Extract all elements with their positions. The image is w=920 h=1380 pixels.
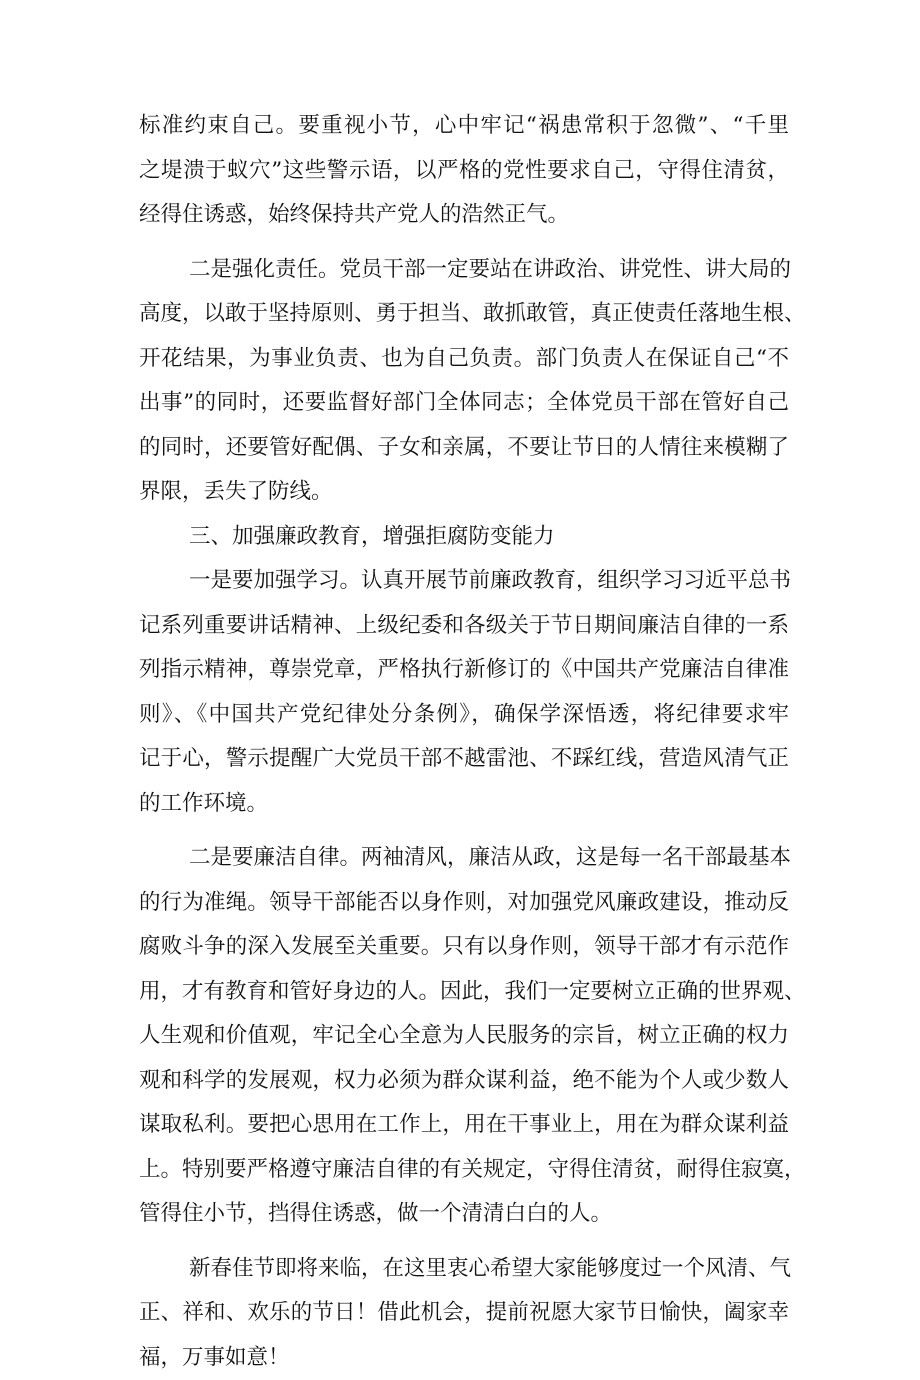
text-line: 记系列重要讲话精神、上级纪委和各级关于节日期间廉洁自律的一系 — [139, 604, 789, 649]
paragraph — [139, 1247, 789, 1380]
document-body — [139, 104, 789, 1380]
paragraph — [139, 248, 789, 515]
text-line: 用，才有教育和管好身边的人。因此，我们一定要树立正确的世界观、 — [139, 970, 789, 1015]
text-line: 观和科学的发展观，权力必须为群众谋利益，绝不能为个人或少数人 — [139, 1059, 789, 1104]
text-line: 人生观和价值观，牢记全心全意为人民服务的宗旨，树立正确的权力 — [139, 1014, 789, 1059]
paragraph — [139, 559, 789, 826]
section-heading — [139, 515, 789, 560]
text-line: 高度，以敢于坚持原则、勇于担当、敢抓敢管，真正使责任落地生根、 — [139, 292, 789, 337]
text-line: 腐败斗争的深入发展至关重要。只有以身作则，领导干部才有示范作 — [139, 925, 789, 970]
text-line: 福，万事如意！ — [139, 1336, 789, 1380]
text-line: 界限，丢失了防线。 — [139, 470, 789, 515]
text-line: 的同时，还要管好配偶、子女和亲属，不要让节日的人情往来模糊了 — [139, 426, 789, 471]
text-line: 上。特别要严格遵守廉洁自律的有关规定，守得住清贫，耐得住寂寞， — [139, 1148, 789, 1193]
text-line: 则》、《中国共产党纪律处分条例》，确保学深悟透，将纪律要求牢 — [139, 693, 789, 738]
text-line: 管得住小节，挡得住诱惑，做一个清清白白的人。 — [139, 1192, 789, 1237]
text-line: 二是强化责任。党员干部一定要站在讲政治、讲党性、讲大局的 — [139, 248, 789, 293]
text-line: 正、祥和、欢乐的节日！借此机会，提前祝愿大家节日愉快，阖家幸 — [139, 1291, 789, 1336]
text-line: 谋取私利。要把心思用在工作上，用在干事业上，用在为群众谋利益 — [139, 1103, 789, 1148]
text-line: 出事”的同时，还要监督好部门全体同志；全体党员干部在管好自己 — [139, 381, 789, 426]
text-line: 的工作环境。 — [139, 782, 789, 827]
text-line: 记于心，警示提醒广大党员干部不越雷池、不踩红线，营造风清气正 — [139, 737, 789, 782]
text-line: 一是要加强学习。认真开展节前廉政教育，组织学习习近平总书 — [139, 559, 789, 604]
text-line: 经得住诱惑，始终保持共产党人的浩然正气。 — [139, 193, 789, 238]
text-line: 开花结果，为事业负责、也为自己负责。部门负责人在保证自己“不 — [139, 337, 789, 382]
text-line: 的行为准绳。领导干部能否以身作则，对加强党风廉政建设，推动反 — [139, 881, 789, 926]
text-line: 二是要廉洁自律。两袖清风，廉洁从政，这是每一名干部最基本 — [139, 836, 789, 881]
text-line: 新春佳节即将来临，在这里衷心希望大家能够度过一个风清、气 — [139, 1247, 789, 1292]
text-line: 标准约束自己。要重视小节，心中牢记“祸患常积于忽微”、“千里 — [139, 104, 789, 149]
paragraph — [139, 104, 789, 238]
text-line: 列指示精神，尊崇党章，严格执行新修订的《中国共产党廉洁自律准 — [139, 648, 789, 693]
text-line: 之堤溃于蚁穴”这些警示语，以严格的党性要求自己，守得住清贫， — [139, 149, 789, 194]
paragraph — [139, 836, 789, 1237]
heading-text: 三、加强廉政教育，增强拒腐防变能力 — [139, 515, 789, 560]
